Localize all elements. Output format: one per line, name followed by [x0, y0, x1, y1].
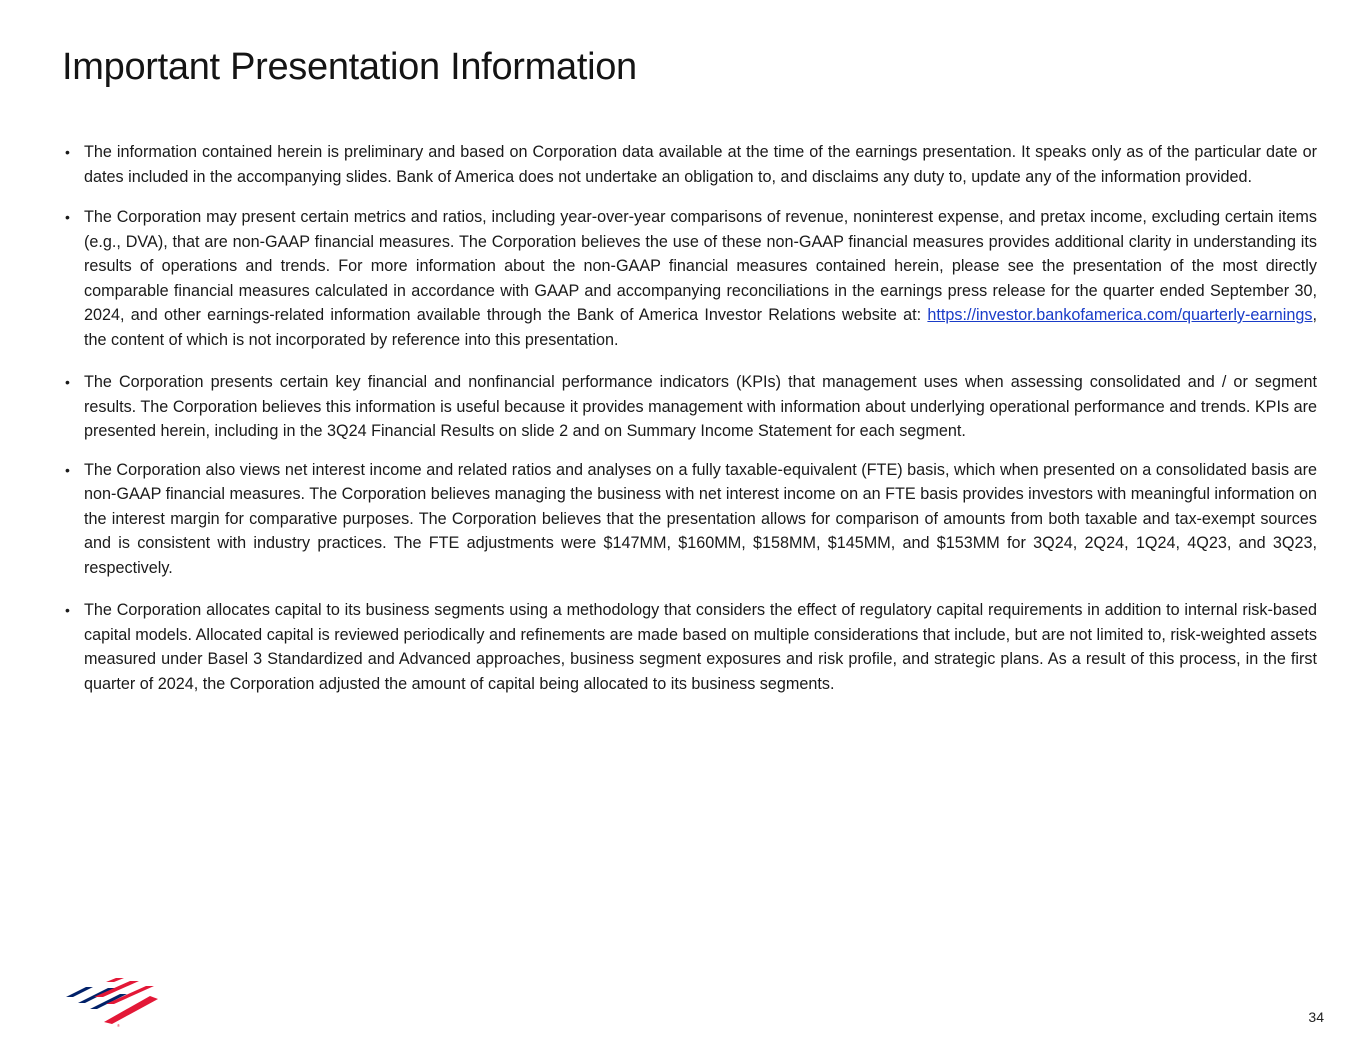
bullet-text: The information contained herein is preliminary and based on Corporation data available at the time of the earnings presentation. It speaks only as of the particular date or dates included in the accompanying slides. Bank of America does not undertake an obligation to, and disclaims any duty to, update any of the information provided.	[84, 143, 1317, 186]
bullet-text: The Corporation may present certain metrics and ratios, including year-over-year comparisons of revenue, noninterest expense, and pretax income, excluding certain items (e.g., DVA), that are non-GAAP financial measures. The Corporation believes the use of these non-GAAP financial measures provides additional clarity in understanding its results of operations and trends. For more information about the non-GAAP financial measures contained herein, please see the presentation of the most directly comparable financial measures calculated in accordance with GAAP and accompanying reconciliations in the earnings press release for the quarter ended September 30, 2024, and other earnings-related information available through the Bank of America Investor Relations website at:	[84, 208, 1317, 324]
list-item	[62, 598, 1317, 696]
page-title: Important Presentation Information	[62, 46, 637, 88]
bullet-text: The Corporation allocates capital to its business segments using a methodology that considers the effect of regulatory capital requirements in addition to internal risk-based capital models. Allocated capital is reviewed periodically and refinements are made based on multiple considerations that include, but are not limited to, risk-weighted assets measured under Basel 3 Standardized and Advanced approaches, business segment exposures and risk profile, and strategic plans. As a result of this process, in the first quarter of 2024, the Corporation adjusted the amount of capital being allocated to its business segments.	[84, 601, 1317, 693]
list-item	[62, 458, 1317, 581]
list-item	[62, 140, 1317, 189]
svg-text:®: ®	[117, 1023, 120, 1028]
bullet-list	[62, 140, 1317, 696]
investor-relations-link[interactable]: https://investor.bankofamerica.com/quarterly-earnings	[927, 306, 1313, 324]
list-item	[62, 370, 1317, 444]
bullet-text: , the content of which is not incorporated by reference into this presentation.	[84, 306, 1317, 349]
page-number: 34	[1308, 1009, 1324, 1025]
logo-stripes-red	[94, 978, 158, 1024]
bank-of-america-flag-logo-icon	[64, 976, 160, 1028]
bullet-text: The Corporation presents certain key financial and nonfinancial performance indicators (KPIs) that management uses when assessing consolidated and / or segment results. The Corporation believes this information is useful because it provides management with information about underlying operational performance and trends. KPIs are presented herein, including in the 3Q24 Financial Results on slide 2 and on Summary Income Statement for each segment.	[84, 373, 1317, 440]
list-item	[62, 205, 1317, 352]
bullet-text: The Corporation also views net interest income and related ratios and analyses on a fully taxable-equivalent (FTE) basis, which when presented on a consolidated basis are non-GAAP financial measures. The Corporation believes managing the business with net interest income on an FTE basis provides investors with meaningful information on the interest margin for comparative purposes. The Corporation believes that the presentation allows for comparison of amounts from both taxable and tax-exempt sources and is consistent with industry practices. The FTE adjustments were $147MM, $160MM, $158MM, $145MM, and $153MM for 3Q24, 2Q24, 1Q24, 4Q23, and 3Q23, respectively.	[84, 460, 1318, 577]
